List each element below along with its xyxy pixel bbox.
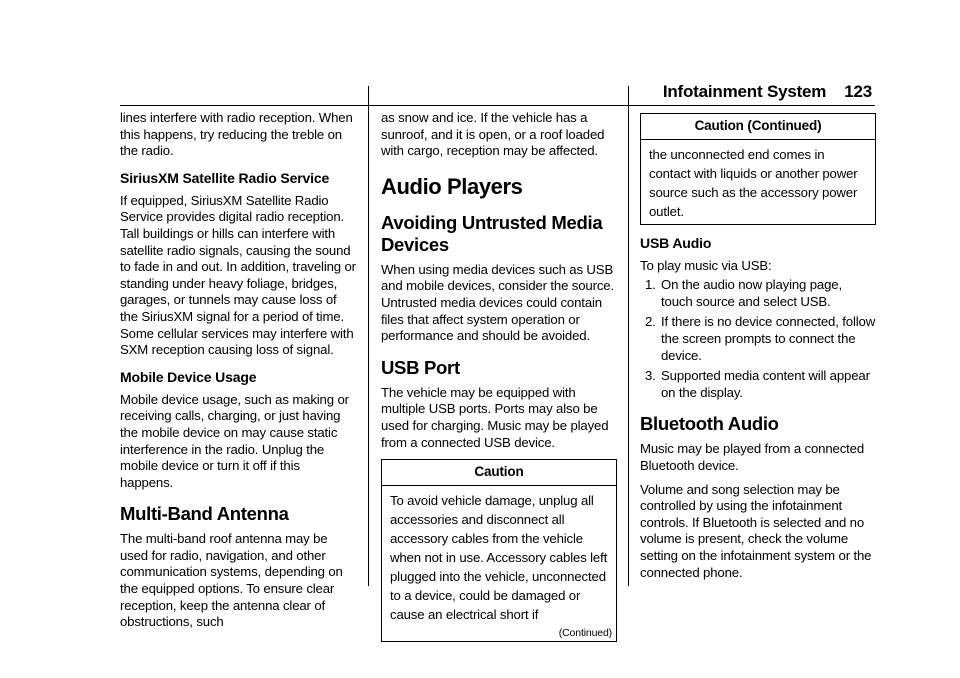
paragraph-usb-audio: To play music via USB: [640,257,772,273]
heading-siriusxm: SiriusXM Satellite Radio Service [120,169,330,186]
column-divider-1 [368,86,369,586]
paragraph-mobile-device-usage: Mobile device usage, such as making or receiving calls, charging, or just having the mobile device on may cause static interference in the radio. Unplug the mobile device or turn it off if this happens. [120,391,349,490]
heading-untrusted-media: Avoiding Untrusted Media Devices [381,211,603,255]
page-header [663,82,872,102]
caution-continued-title: Caution (Continued) [641,114,875,140]
step-text: If there is no device connected, follow the screen prompts to connect the device. [661,314,876,363]
column-divider-2 [628,86,629,586]
caution-title: Caution [382,460,616,486]
caution-continued-body: the unconnected end comes in contact with liquids or another power source such as the accessory power outlet. [649,146,858,219]
header-rule [120,105,875,106]
step-number: 1. [645,277,656,293]
step-number: 2. [645,314,656,330]
caution-box [381,459,617,642]
paragraph-untrusted-media: When using media devices such as USB and mobile devices, consider the source. Untrusted media devices could contain files that affect system operation or performance and should be avoided. [381,261,614,344]
page-number: 123 [844,82,872,101]
heading-bluetooth-audio: Bluetooth Audio [640,413,779,435]
step-number: 3. [645,368,656,384]
caution-body: To avoid vehicle damage, unplug all accessories and disconnect all accessory cables from the vehicle when not in use. Accessory cables left plugged into the vehicle, unconnected to a device, could be damaged or cause an electrical short if [390,492,608,622]
continued-label: (Continued) [558,626,612,639]
paragraph-siriusxm: If equipped, SiriusXM Satellite Radio Service provides digital radio reception. Tall buildings or hills can interfere with satellite radio signals, causing the sound to fade in and out. In addition, traveling or standing under heavy foliage, bridges, garages, or tunnels may cause loss of the SiriusXM signal for a period of time. Some cellular services may interfere with SXM reception causing loss of signal. [120,192,356,358]
heading-audio-players: Audio Players [381,173,523,199]
list-item [640,314,876,364]
list-item [640,368,876,401]
paragraph: lines interfere with radio reception. When this happens, try reducing the treble on the radio. [120,110,353,159]
paragraph-multi-band-antenna: The multi-band roof antenna may be used for radio, navigation, and other communication systems, depending on the equipped options. To ensure clear reception, keep the antenna clear of obstructions, such [120,531,343,630]
heading-multi-band-antenna: Multi-Band Antenna [120,503,289,525]
column-2 [381,110,617,648]
paragraph-bluetooth-2: Volume and song selection may be controlled by using the infotainment controls. If Bluetooth is selected and no volume is present, check the volume setting on the infotainment system or the connected phone. [640,481,872,580]
heading-usb-port: USB Port [381,356,460,378]
caution-continued-box [640,113,876,225]
column-1 [120,110,356,638]
column-3 [640,110,876,588]
usb-steps-list [640,277,876,401]
list-item [640,277,876,310]
heading-mobile-device-usage: Mobile Device Usage [120,368,257,385]
paragraph-usb-port: The vehicle may be equipped with multiple USB ports. Ports may also be used for charging. Music may be played from a connected USB device. [381,384,609,450]
heading-usb-audio: USB Audio [640,234,712,251]
section-title: Infotainment System [662,82,827,101]
step-text: Supported media content will appear on the display. [661,368,870,400]
step-text: On the audio now playing page, touch source and select USB. [661,277,842,309]
paragraph-bluetooth-1: Music may be played from a connected Bluetooth device. [640,441,865,473]
paragraph: as snow and ice. If the vehicle has a sunroof, and it is open, or a roof loaded with cargo, reception may be affected. [381,110,605,159]
